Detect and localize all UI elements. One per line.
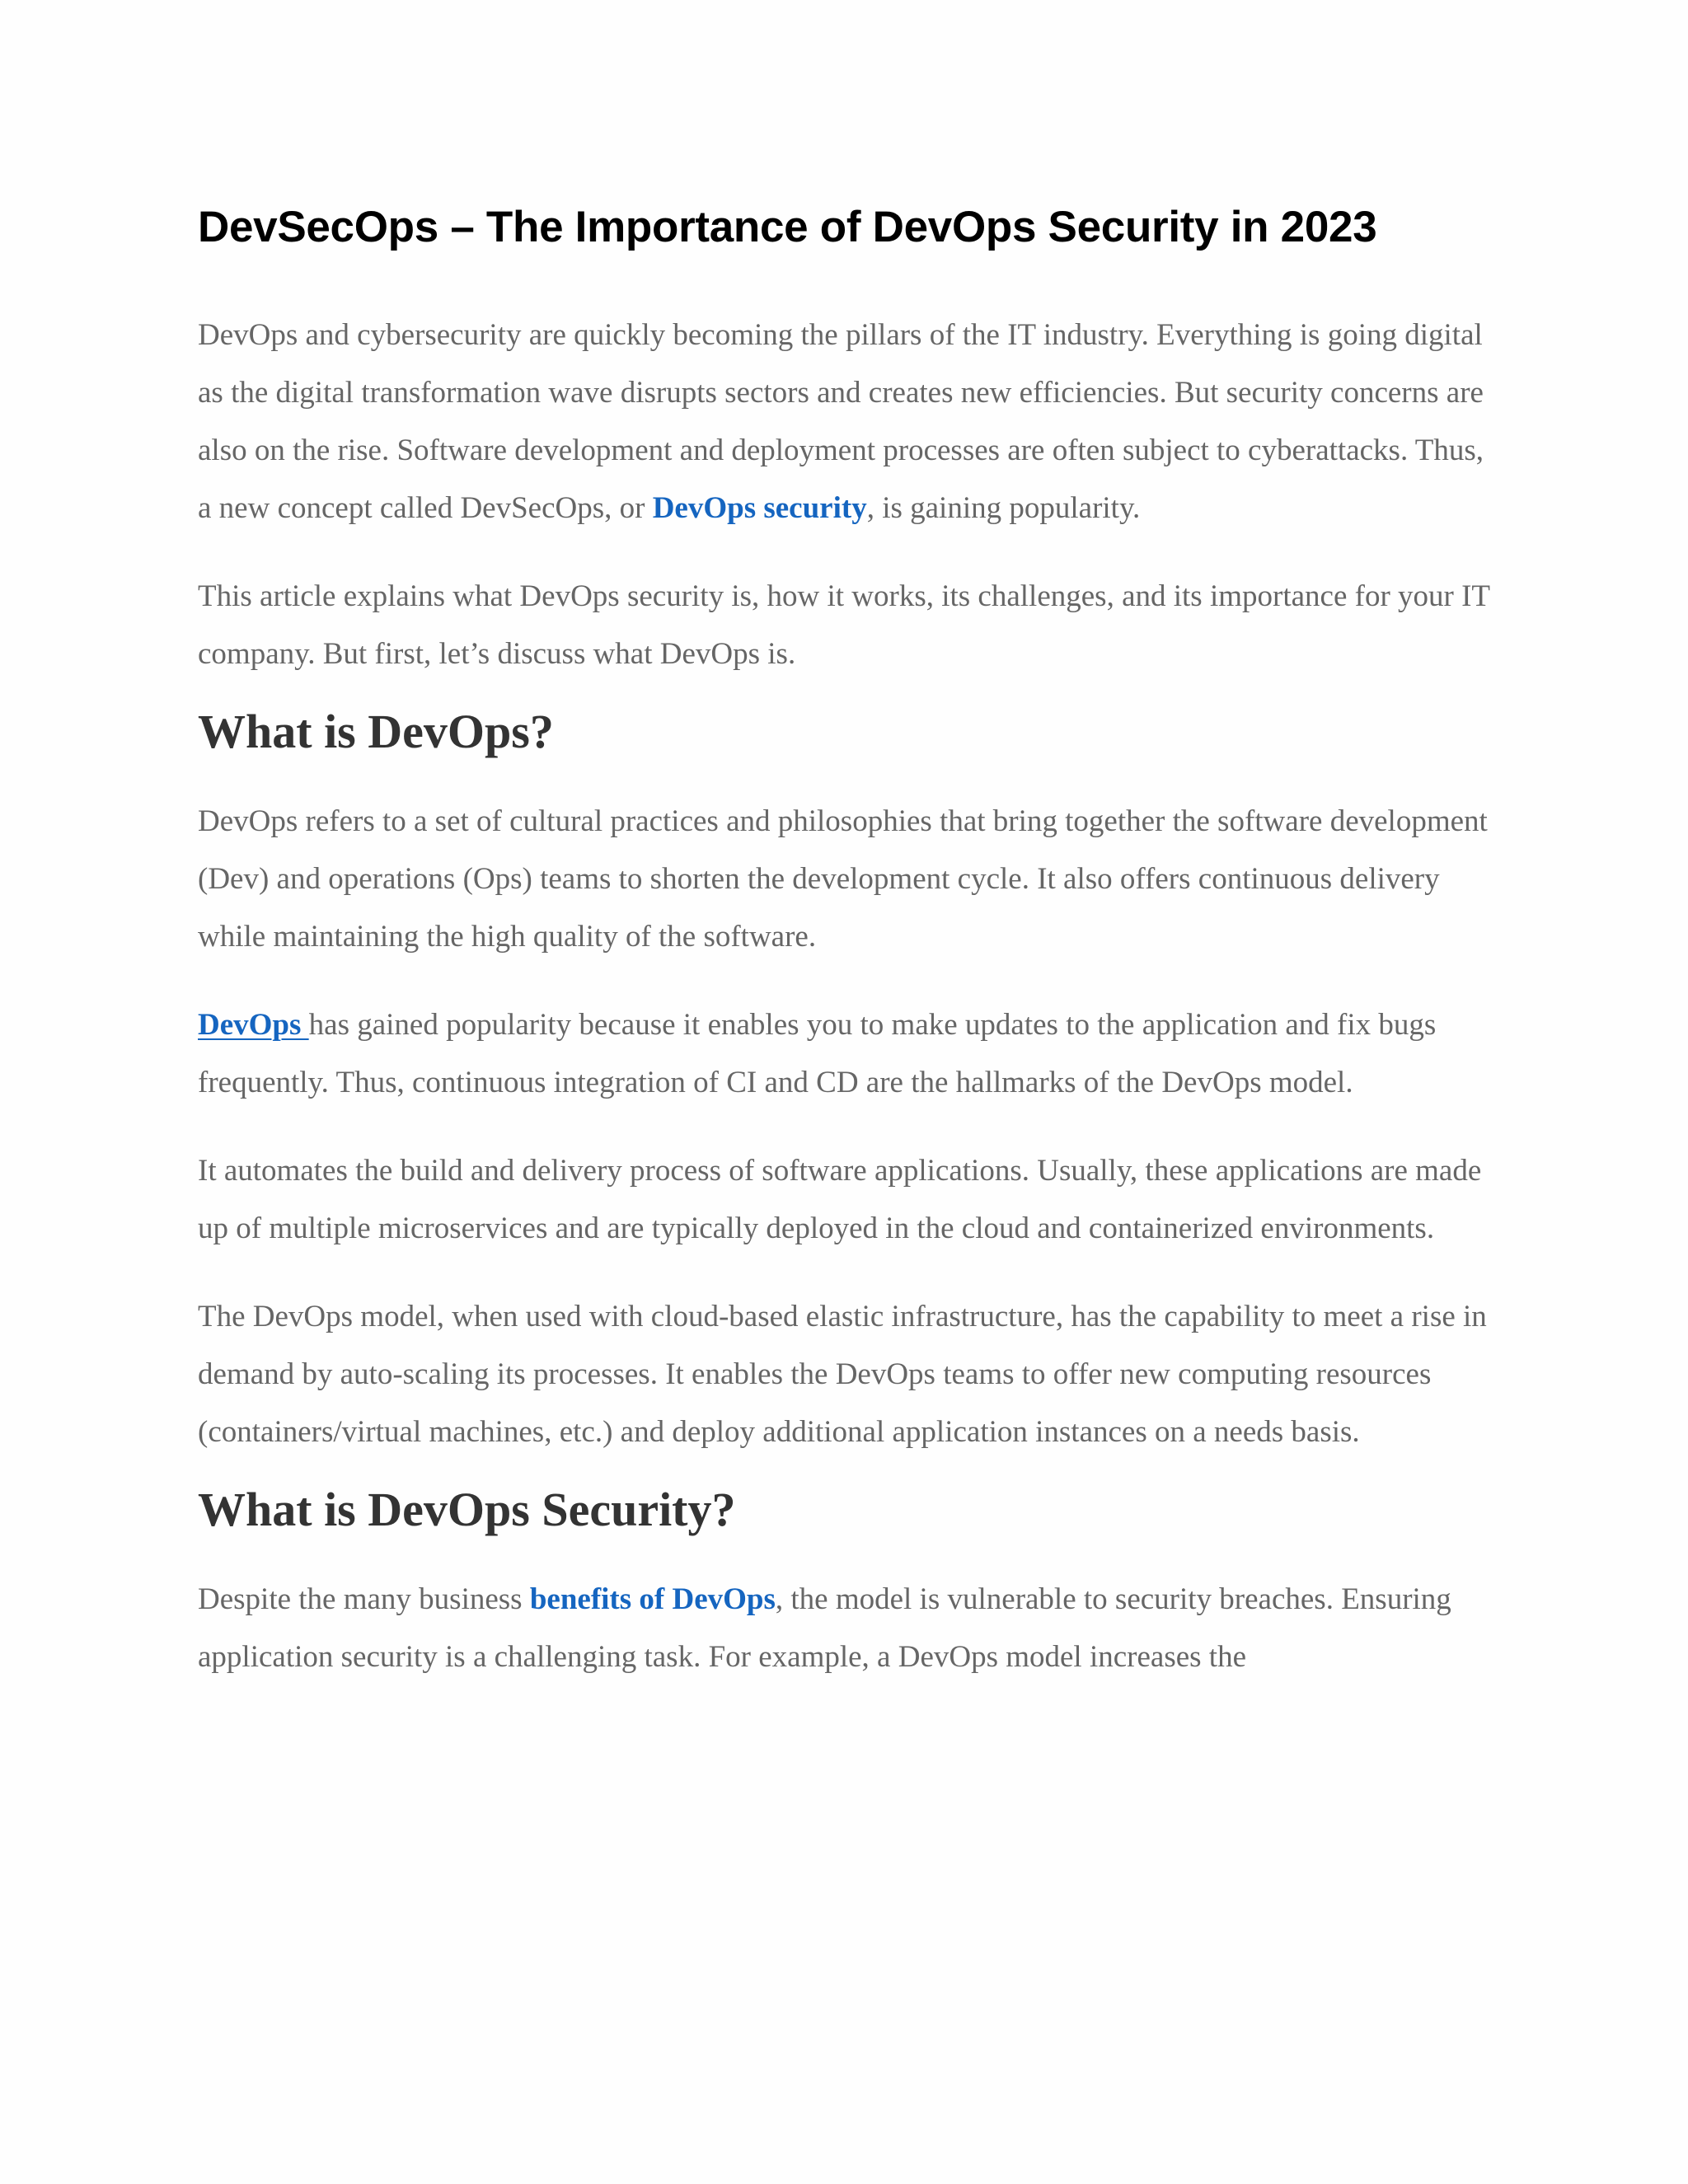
devops-link[interactable]: DevOps: [198, 1008, 309, 1042]
security-paragraph-1: [198, 1571, 1500, 1686]
security-paragraph-1-text-after: , the model is vulnerable to security breaches. Ensuring application security is a challenging task. For example, a DevOps model increases the: [198, 1582, 1451, 1674]
section-heading-what-is-devops: What is DevOps?: [198, 705, 554, 758]
intro-paragraph-1-text-after: , is gaining popularity.: [866, 491, 1141, 525]
intro-paragraph-1-text-before: DevOps and cybersecurity are quickly becoming the pillars of the IT industry. Everything is going digital as the digital transformation wave disrupts sectors and creates new efficiencies. But security concerns are also on the rise. Software development and deployment processes are often subject to cyberattacks. Thus, a new concept called DevSecOps, or: [198, 318, 1484, 525]
devops-paragraph-4: The DevOps model, when used with cloud-based elastic infrastructure, has the capability to meet a rise in demand by auto-scaling its processes. It enables the DevOps teams to offer new computing resources (containers/virtual machines, etc.) and deploy additional application instances on a needs basis.: [198, 1300, 1487, 1449]
intro-paragraph-2: This article explains what DevOps security is, how it works, its challenges, and its importance for your IT company. But first, let’s discuss what DevOps is.: [198, 579, 1490, 671]
security-paragraph-1-text-before: Despite the many business: [198, 1582, 530, 1616]
devops-paragraph-2: [198, 996, 1500, 1112]
document-title: DevSecOps – The Importance of DevOps Security in 2023: [198, 203, 1377, 251]
devops-paragraph-3: It automates the build and delivery process of software applications. Usually, these applications are made up of multiple microservices and are typically deployed in the cloud and containerized environments.: [198, 1154, 1482, 1245]
benefits-of-devops-link[interactable]: benefits of DevOps: [529, 1582, 776, 1616]
section-heading-what-is-devops-security: What is DevOps Security?: [198, 1483, 736, 1536]
devops-security-link[interactable]: DevOps security: [652, 491, 867, 525]
document-content: [198, 198, 1500, 1717]
devops-paragraph-2-text: has gained popularity because it enables you to make updates to the application and fix bugs frequently. Thus, continuous integration of CI and CD are the hallmarks of the DevOps model.: [198, 1008, 1437, 1099]
devops-paragraph-1: DevOps refers to a set of cultural practices and philosophies that bring together the software development (Dev) and operations (Ops) teams to shorten the development cycle. It also offers continuous delivery while maintaining the high quality of the software.: [198, 804, 1488, 954]
intro-paragraph-1: [198, 307, 1500, 537]
